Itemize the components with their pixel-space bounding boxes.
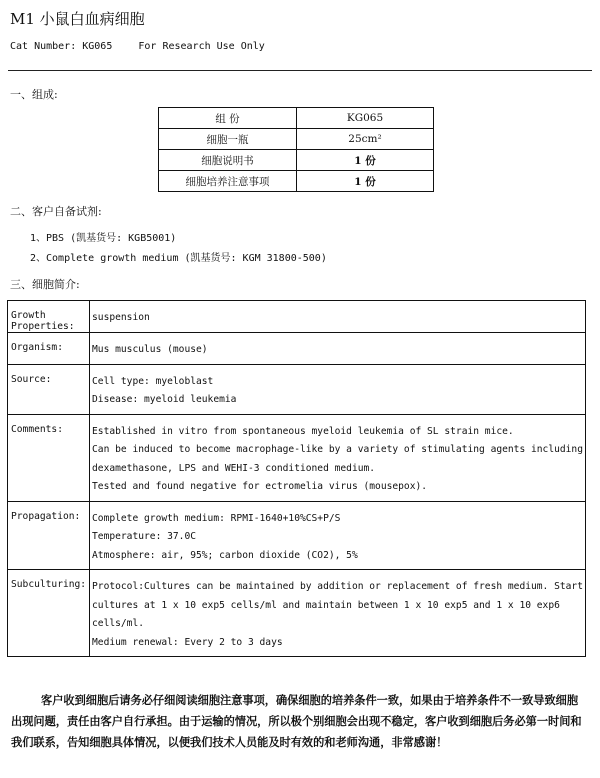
cell-info-value: [90, 301, 586, 333]
cell-info-value: [90, 414, 586, 501]
section-reagents-heading: 二、客户自备试剂:: [10, 205, 102, 218]
cell-info-line: cells/ml.: [92, 618, 145, 629]
composition-item: 细胞一瓶: [159, 129, 297, 150]
composition-row: [159, 150, 434, 171]
cell-info-line: Atmosphere: air, 95%; carbon dioxide (CO2), 5%: [92, 549, 358, 561]
cell-info-line: suspension: [92, 312, 150, 323]
cell-info-value: [90, 570, 586, 657]
cell-info-label: Subculturing:: [8, 570, 90, 657]
cell-info-label: Comments:: [8, 414, 90, 501]
cell-info-row: [8, 414, 586, 501]
cell-info-row: [8, 570, 586, 657]
composition-table: [158, 107, 434, 192]
composition-row: [159, 171, 434, 192]
cell-info-table: [7, 300, 586, 657]
composition-item: 细胞培养注意事项: [159, 171, 297, 192]
cell-info-line: Protocol:Cultures can be maintained by addition or replacement of fresh medium. Start: [92, 581, 583, 592]
cell-info-line: dexamethasone, LPS and WEHI-3 conditioned medium.: [92, 462, 376, 474]
catalog-line: [10, 41, 265, 52]
cell-info-line: Medium renewal: Every 2 to 3 days: [92, 636, 283, 648]
cell-info-row: [8, 364, 586, 414]
cell-info-line: Established in vitro from spontaneous myeloid leukemia of SL strain mice.: [92, 425, 514, 437]
header-divider: [8, 70, 592, 71]
reagent-item-pbs: 1、PBS (凯基货号: KGB5001): [30, 233, 177, 244]
composition-value: 25cm²: [297, 129, 434, 150]
cell-info-line: Temperature: 37.0C: [92, 531, 196, 542]
cell-info-line: Tested and found negative for ectromelia virus (mousepox).: [92, 481, 428, 492]
research-use-note: For Research Use Only: [138, 41, 265, 52]
footer-notice: 客户收到细胞后请务必仔细阅读细胞注意事项，确保细胞的培养条件一致，如果由于培养条件不一致导致细胞出现问题，责任由客户自行承担。由于运输的情况，所以极个别细胞会出现不稳定，客户收到细胞后务必第一时间和我们联系，告知细胞具体情况，以便我们技术人员能及时有效的和老师沟通，非常感谢！: [11, 694, 582, 749]
cell-info-label: Organism:: [8, 333, 90, 365]
composition-value: KG065: [297, 108, 434, 129]
reagent-item-medium: 2、Complete growth medium (凯基货号: KGM 31800-500): [30, 253, 327, 264]
section-composition-heading: 一、组成:: [10, 88, 58, 101]
cell-info-value: [90, 364, 586, 414]
composition-value: 1 份: [297, 150, 434, 171]
cell-info-line: Disease: myeloid leukemia: [92, 394, 237, 405]
cell-info-line: Can be induced to become macrophage-like by a variety of stimulating agents including: [92, 444, 583, 455]
composition-value: 1 份: [297, 171, 434, 192]
cell-info-line: Mus musculus (mouse): [92, 344, 208, 355]
composition-header-row: [159, 108, 434, 129]
cell-info-row: [8, 501, 586, 570]
cell-info-row: [8, 333, 586, 365]
composition-item: 细胞说明书: [159, 150, 297, 171]
cell-info-line: Cell type: myeloblast: [92, 375, 214, 387]
section-intro-heading: 三、细胞简介:: [10, 278, 80, 291]
composition-item: 组 份: [159, 108, 297, 129]
cell-info-label: Growth Properties:: [8, 301, 90, 333]
cell-info-value: [90, 333, 586, 365]
cell-info-row: [8, 301, 586, 333]
cell-info-label: Source:: [8, 364, 90, 414]
document-title: M1 小鼠白血病细胞: [10, 10, 145, 28]
cell-info-label: Propagation:: [8, 501, 90, 570]
cell-info-value: [90, 501, 586, 570]
cell-info-line: cultures at 1 x 10 exp5 cells/ml and maintain between 1 x 10 exp5 and 1 x 10 exp6: [92, 599, 560, 611]
composition-row: [159, 129, 434, 150]
catalog-number: Cat Number: KG065: [10, 41, 113, 52]
cell-info-line: Complete growth medium: RPMI-1640+10%CS+P/S: [92, 512, 341, 524]
